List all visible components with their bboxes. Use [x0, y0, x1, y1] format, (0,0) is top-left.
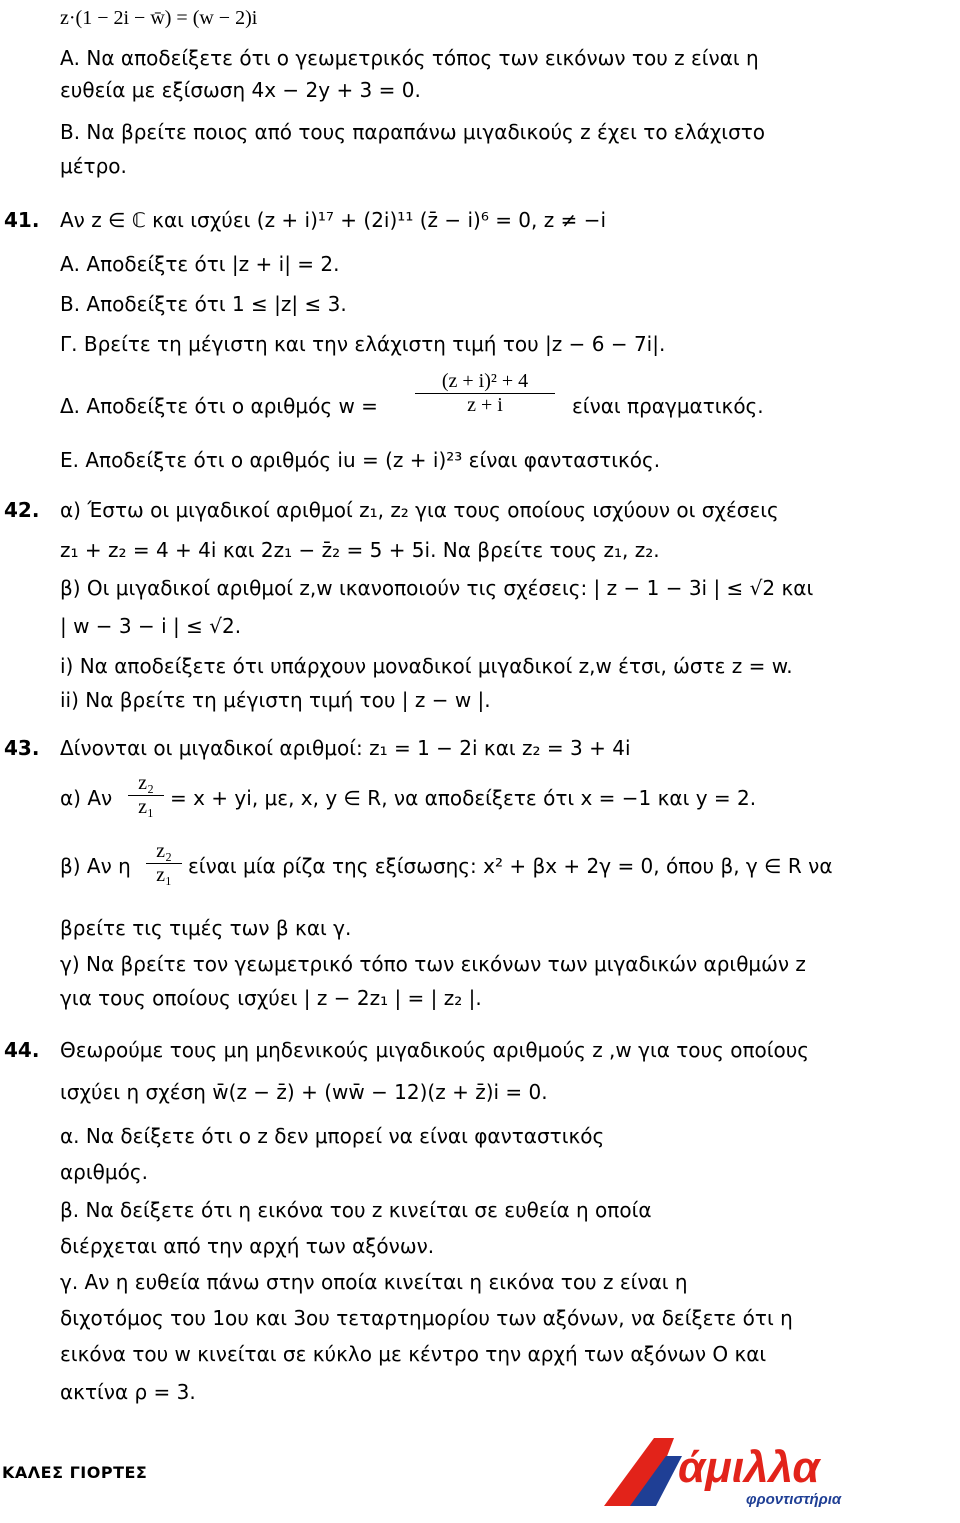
exercise-44-part-a-cont: αριθμός. — [60, 1160, 148, 1184]
exercise-43-fraction-b — [146, 840, 182, 887]
intro-part-a-cont: ευθεία με εξίσωση 4x − 2y + 3 = 0. — [60, 78, 421, 102]
exercise-44-part-b: β. Να δείξετε ότι η εικόνα του z κινείται σε ευθεία η οποία — [60, 1198, 652, 1222]
exercise-44-part-c-cont-1: διχοτόμος του 1ου και 3ου τεταρτημορίου των αξόνων, να δείξετε ότι η — [60, 1306, 793, 1330]
exercise-41-part-a: Α. Αποδείξτε ότι |z + i| = 2. — [60, 252, 340, 276]
exercise-42-line-4: | w − 3 − i | ≤ √2. — [60, 614, 242, 638]
exercise-43-fraction-a — [128, 772, 164, 819]
intro-part-a: Α. Να αποδείξετε ότι ο γεωμετρικός τόπος των εικόνων του z είναι η — [60, 46, 759, 70]
exercise-44-part-b-cont: διέρχεται από την αρχή των αξόνων. — [60, 1234, 435, 1258]
exercise-43-number: 43. — [4, 736, 40, 760]
exercise-43-part-a-end: = x + yi, με, x, y ∈ R, να αποδείξετε ότι x = −1 και y = 2. — [170, 786, 757, 810]
top-equation: z·(1 − 2i − w̄) = (w − 2)i — [60, 7, 258, 29]
exercise-41-part-b: Β. Αποδείξτε ότι 1 ≤ |z| ≤ 3. — [60, 292, 347, 316]
exercise-44-number: 44. — [4, 1038, 40, 1062]
exercise-43-line-1: Δίνονται οι μιγαδικοί αριθμοί: z₁ = 1 − 2i και z₂ = 3 + 4i — [60, 736, 631, 760]
fraction-numerator: z₂ — [156, 840, 172, 862]
exercise-43-part-b-end: είναι μία ρίζα της εξίσωσης: x² + βx + 2γ = 0, όπου β, γ ∈ R να — [188, 854, 833, 878]
exercise-44-part-c: γ. Αν η ευθεία πάνω στην οποία κινείται η εικόνα του z είναι η — [60, 1270, 688, 1294]
exercise-43-part-c: γ) Να βρείτε τον γεωμετρικό τόπο των εικόνων των μιγαδικών αριθμών z — [60, 952, 806, 976]
fraction-denominator: z₁ — [138, 796, 154, 818]
exercise-43-part-b-cont: βρείτε τις τιμές των β και γ. — [60, 916, 352, 940]
fraction-denominator: z₁ — [156, 864, 172, 886]
exercise-44-line-2: ισχύει η σχέση w̄(z − z̄) + (ww̄ − 12)(z + z̄)i = 0. — [60, 1080, 548, 1104]
exercise-43-part-b-start: β) Αν η — [60, 854, 131, 878]
exercise-42-line-3: β) Οι μιγαδικοί αριθμοί z,w ικανοποιούν τις σχέσεις: | z − 1 − 3i | ≤ √2 και — [60, 576, 814, 600]
fraction-denominator: z + i — [467, 394, 503, 416]
exercise-44-part-c-cont-3: ακτίνα ρ = 3. — [60, 1380, 196, 1404]
exercise-42-line-1: α) Έστω οι μιγαδικοί αριθμοί z₁, z₂ για τους οποίους ισχύουν οι σχέσεις — [60, 498, 779, 522]
amilla-logo — [596, 1432, 946, 1512]
intro-part-b: Β. Να βρείτε ποιος από τους παραπάνω μιγαδικούς z έχει το ελάχιστο — [60, 120, 766, 144]
exercise-43-part-a-start: α) Αν — [60, 786, 113, 810]
exercise-41-part-e: Ε. Αποδείξτε ότι ο αριθμός iu = (z + i)²³ είναι φανταστικός. — [60, 448, 661, 472]
intro-part-b-cont: μέτρο. — [60, 154, 127, 178]
exercise-44-line-1: Θεωρούμε τους μη μηδενικούς μιγαδικούς αριθμούς z ,w για τους οποίους — [60, 1038, 810, 1062]
exercise-41-fraction — [415, 370, 555, 417]
exercise-42-number: 42. — [4, 498, 40, 522]
fraction-numerator: (z + i)² + 4 — [441, 370, 529, 392]
exercise-43-part-c-cont: για τους οποίους ισχύει | z − 2z₁ | = | z₂ |. — [60, 986, 482, 1010]
exercise-44-part-a: α. Να δείξετε ότι ο z δεν μπορεί να είναι φανταστικός — [60, 1124, 605, 1148]
footer-greeting: ΚΑΛΕΣ ΓΙΟΡΤΕΣ — [2, 1463, 148, 1482]
exercise-41-part-d: Δ. Αποδείξτε ότι ο αριθμός w = — [60, 394, 378, 418]
exercise-42-line-5: i) Να αποδείξετε ότι υπάρχουν μοναδικοί μιγαδικοί z,w έτσι, ώστε z = w. — [60, 654, 793, 678]
fraction-numerator: z₂ — [138, 772, 154, 794]
exercise-42-line-2: z₁ + z₂ = 4 + 4i και 2z₁ − z̄₂ = 5 + 5i. Να βρείτε τους z₁, z₂. — [60, 538, 660, 562]
exercise-41-number: 41. — [4, 208, 40, 232]
exercise-41-part-d-end: είναι πραγματικός. — [572, 394, 764, 418]
logo-wordmark: άμιλλα — [678, 1443, 820, 1492]
exercise-41-statement: Αν z ∈ ℂ και ισχύει (z + i)¹⁷ + (2i)¹¹ (z̄ − i)⁶ = 0, z ≠ −i — [60, 208, 607, 232]
exercise-42-line-6: ii) Να βρείτε τη μέγιστη τιμή του | z − w |. — [60, 688, 491, 712]
logo-subtitle: φροντιστήρια — [746, 1491, 842, 1508]
exercise-44-part-c-cont-2: εικόνα του w κινείται σε κύκλο με κέντρο την αρχή των αξόνων Ο και — [60, 1342, 767, 1366]
exercise-41-part-c: Γ. Βρείτε τη μέγιστη και την ελάχιστη τιμή του |z − 6 − 7i|. — [60, 332, 666, 356]
